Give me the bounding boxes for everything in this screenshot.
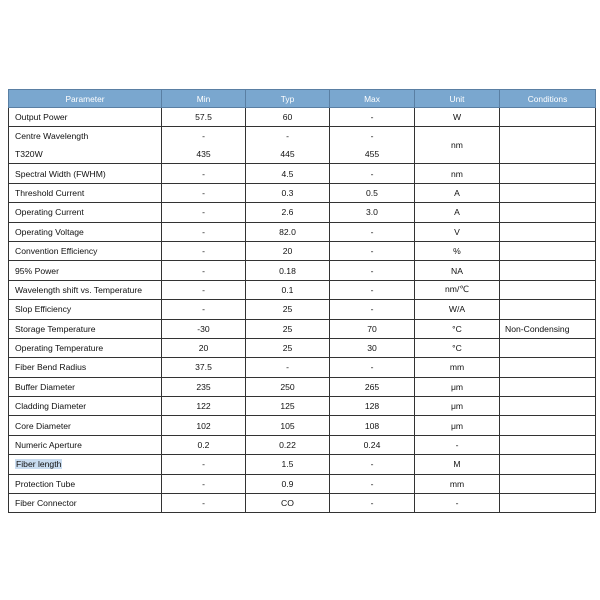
cell-min: 235: [162, 377, 246, 396]
table-row: [9, 494, 596, 513]
cell-unit: A: [415, 203, 500, 222]
cell-parameter: Fiber Bend Radius: [9, 358, 162, 377]
cell-max: -: [330, 300, 415, 319]
table-row: [9, 280, 596, 299]
cell-parameter: Convention Efficiency: [9, 241, 162, 260]
cell-typ: 0.1: [246, 280, 330, 299]
cell-unit: M: [415, 455, 500, 474]
table-row: [9, 377, 596, 396]
table-row: [9, 261, 596, 280]
cell-parameter: [9, 455, 162, 474]
table-row: [9, 474, 596, 493]
cell-unit: μm: [415, 397, 500, 416]
cell-unit: °C: [415, 319, 500, 338]
cell-min: [162, 127, 246, 164]
cell-typ: 60: [246, 108, 330, 127]
cell-max: -: [330, 241, 415, 260]
cell-min: -: [162, 183, 246, 202]
cell-parameter: Threshold Current: [9, 183, 162, 202]
cell-typ: 1.5: [246, 455, 330, 474]
header-max: Max: [330, 90, 415, 108]
cell-min: -: [162, 280, 246, 299]
table-row: [9, 241, 596, 260]
cell-typ: 25: [246, 319, 330, 338]
cell-conditions: [500, 416, 596, 435]
cell-unit: V: [415, 222, 500, 241]
cell-typ: 0.18: [246, 261, 330, 280]
cell-parameter: Output Power: [9, 108, 162, 127]
cell-conditions: [500, 474, 596, 493]
cell-min: -: [162, 494, 246, 513]
parameter-line2: T320W: [15, 149, 43, 160]
cell-unit: %: [415, 241, 500, 260]
cell-max: 265: [330, 377, 415, 396]
cell-parameter: Operating Temperature: [9, 338, 162, 357]
table-body: [9, 108, 596, 513]
cell-typ: 0.22: [246, 435, 330, 454]
max-line1: -: [370, 131, 374, 142]
typ-line2: 445: [280, 149, 295, 160]
cell-max: 70: [330, 319, 415, 338]
cell-conditions: [500, 108, 596, 127]
cell-conditions: [500, 494, 596, 513]
cell-conditions: [500, 241, 596, 260]
cell-min: 20: [162, 338, 246, 357]
cell-typ: 82.0: [246, 222, 330, 241]
cell-min: -: [162, 203, 246, 222]
cell-max: 0.5: [330, 183, 415, 202]
cell-parameter: Wavelength shift vs. Temperature: [9, 280, 162, 299]
cell-typ: 20: [246, 241, 330, 260]
cell-typ: 0.9: [246, 474, 330, 493]
cell-unit: -: [415, 494, 500, 513]
cell-typ: 4.5: [246, 164, 330, 183]
cell-conditions: [500, 222, 596, 241]
cell-max: 108: [330, 416, 415, 435]
cell-max: -: [330, 280, 415, 299]
table-row: [9, 183, 596, 202]
cell-max: 3.0: [330, 203, 415, 222]
table-row: [9, 203, 596, 222]
cell-min: -: [162, 261, 246, 280]
cell-unit: A: [415, 183, 500, 202]
cell-conditions: [500, 280, 596, 299]
cell-min: 122: [162, 397, 246, 416]
cell-parameter: Operating Voltage: [9, 222, 162, 241]
table-row: [9, 222, 596, 241]
cell-conditions: [500, 127, 596, 164]
cell-conditions: [500, 358, 596, 377]
cell-parameter: Buffer Diameter: [9, 377, 162, 396]
cell-conditions: [500, 338, 596, 357]
table-row: [9, 127, 596, 164]
cell-max: [330, 127, 415, 164]
cell-conditions: [500, 183, 596, 202]
min-line2: 435: [196, 149, 211, 160]
cell-max: -: [330, 164, 415, 183]
table-header: [9, 90, 596, 108]
cell-max: 128: [330, 397, 415, 416]
header-unit: Unit: [415, 90, 500, 108]
cell-typ: 125: [246, 397, 330, 416]
cell-max: -: [330, 261, 415, 280]
cell-max: -: [330, 358, 415, 377]
cell-typ: CO: [246, 494, 330, 513]
table-row: [9, 455, 596, 474]
cell-conditions: [500, 435, 596, 454]
cell-typ: 2.6: [246, 203, 330, 222]
typ-line1: -: [286, 131, 289, 142]
header-typ: Typ: [246, 90, 330, 108]
header-conditions: Conditions: [500, 90, 596, 108]
cell-unit: mm: [415, 474, 500, 493]
cell-max: 0.24: [330, 435, 415, 454]
max-line2: 455: [364, 149, 380, 160]
cell-parameter: Core Diameter: [9, 416, 162, 435]
cell-parameter: 95% Power: [9, 261, 162, 280]
cell-min: -: [162, 164, 246, 183]
cell-typ: 0.3: [246, 183, 330, 202]
cell-typ: 250: [246, 377, 330, 396]
cell-conditions: [500, 300, 596, 319]
cell-typ: -: [246, 358, 330, 377]
cell-max: -: [330, 494, 415, 513]
cell-min: -: [162, 300, 246, 319]
cell-min: -: [162, 241, 246, 260]
cell-parameter: Protection Tube: [9, 474, 162, 493]
cell-unit: nm: [415, 127, 500, 164]
cell-min: 37.5: [162, 358, 246, 377]
parameter-line1: Centre Wavelength: [15, 131, 89, 142]
cell-unit: nm/℃: [415, 280, 500, 299]
cell-parameter: [9, 127, 162, 164]
cell-parameter: Numeric Aperture: [9, 435, 162, 454]
cell-max: -: [330, 222, 415, 241]
table-row: [9, 164, 596, 183]
cell-parameter: Spectral Width (FWHM): [9, 164, 162, 183]
cell-unit: mm: [415, 358, 500, 377]
spec-table: [8, 89, 596, 513]
cell-max: -: [330, 474, 415, 493]
cell-max: -: [330, 108, 415, 127]
table-row: [9, 338, 596, 357]
cell-parameter: Cladding Diameter: [9, 397, 162, 416]
cell-unit: μm: [415, 377, 500, 396]
cell-conditions: [500, 397, 596, 416]
cell-min: -: [162, 474, 246, 493]
cell-conditions: [500, 455, 596, 474]
table-row: [9, 108, 596, 127]
table-row: [9, 435, 596, 454]
header-row: [9, 90, 596, 108]
table-row: [9, 319, 596, 338]
cell-unit: °C: [415, 338, 500, 357]
cell-conditions: [500, 164, 596, 183]
cell-conditions: [500, 203, 596, 222]
min-line1: -: [202, 131, 205, 142]
cell-unit: μm: [415, 416, 500, 435]
selected-text[interactable]: Fiber length: [16, 459, 62, 470]
cell-parameter: Storage Temperature: [9, 319, 162, 338]
cell-min: -30: [162, 319, 246, 338]
cell-parameter: Operating Current: [9, 203, 162, 222]
cell-typ: 105: [246, 416, 330, 435]
cell-min: -: [162, 222, 246, 241]
cell-typ: [246, 127, 330, 164]
cell-min: 0.2: [162, 435, 246, 454]
cell-conditions: [500, 377, 596, 396]
cell-unit: W: [415, 108, 500, 127]
cell-min: -: [162, 455, 246, 474]
header-min: Min: [162, 90, 246, 108]
cell-typ: 25: [246, 338, 330, 357]
cell-conditions: [500, 261, 596, 280]
table-row: [9, 416, 596, 435]
cell-parameter: Fiber Connector: [9, 494, 162, 513]
cell-unit: -: [415, 435, 500, 454]
cell-max: 30: [330, 338, 415, 357]
cell-min: 102: [162, 416, 246, 435]
cell-min: 57.5: [162, 108, 246, 127]
cell-typ: 25: [246, 300, 330, 319]
header-parameter: Parameter: [9, 90, 162, 108]
cell-max: -: [330, 455, 415, 474]
table-row: [9, 397, 596, 416]
cell-unit: W/A: [415, 300, 500, 319]
table-row: [9, 358, 596, 377]
cell-unit: nm: [415, 164, 500, 183]
table-row: [9, 300, 596, 319]
cell-unit: NA: [415, 261, 500, 280]
cell-conditions: Non-Condensing: [500, 319, 596, 338]
cell-parameter: Slop Efficiency: [9, 300, 162, 319]
